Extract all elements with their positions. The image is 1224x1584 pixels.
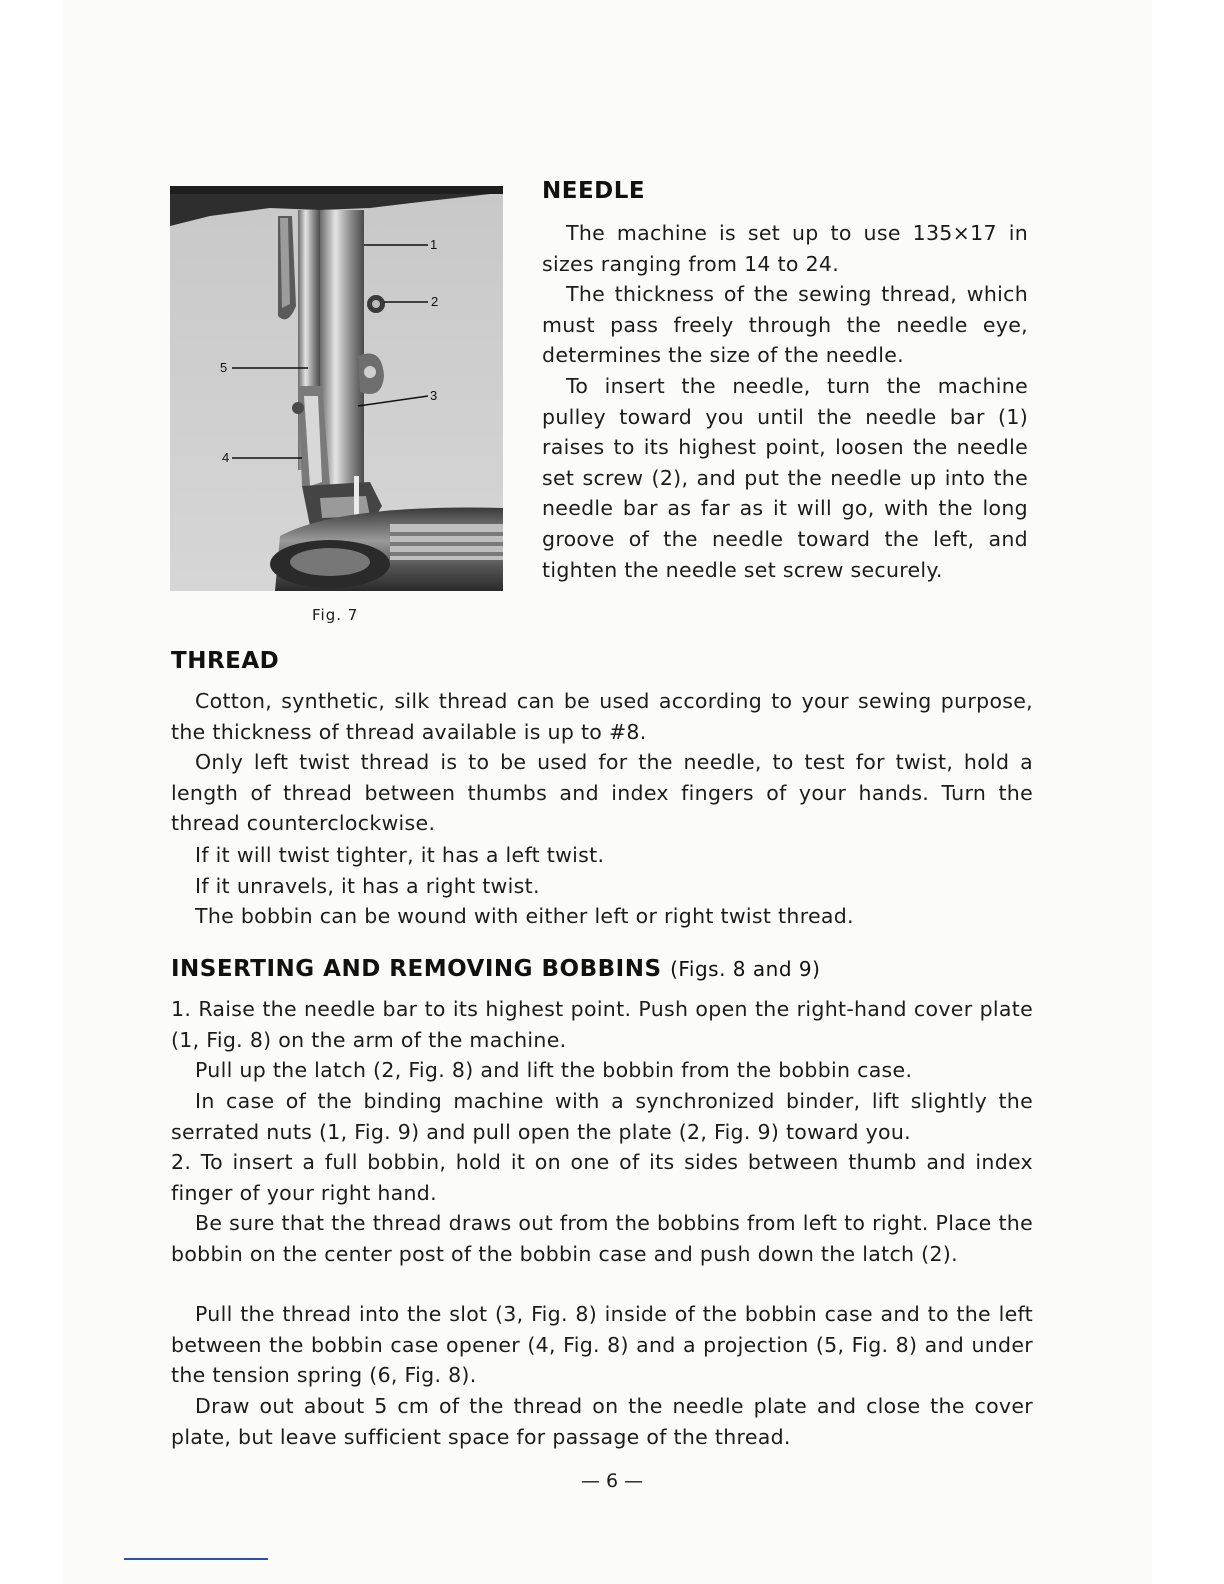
bobbins-paragraph-3: In case of the binding machine with a synchronized binder, lift slightly the serrated nuts (1, Fig. 9) and pull open the plate (2, Fig. 9) toward you. — [171, 1089, 1033, 1144]
bobbins-paragraph-7: Draw out about 5 cm of the thread on the needle plate and close the cover plate, but leave sufficient space for passage of the thread. — [171, 1394, 1033, 1449]
figure-caption: Fig. 7 — [312, 606, 359, 624]
callout-5: 5 — [220, 360, 228, 375]
bobbins-section-title — [171, 956, 820, 982]
bobbins-paragraph-5: Be sure that the thread draws out from the bobbins from left to right. Place the bobbin on the center post of the bobbin case and push down the latch (2). — [171, 1211, 1033, 1266]
callout-4: 4 — [222, 450, 230, 465]
thread-paragraph-4: If it unravels, it has a right twist. — [195, 874, 540, 898]
bobbins-paragraph-2: Pull up the latch (2, Fig. 8) and lift the bobbin from the bobbin case. — [195, 1058, 913, 1082]
bobbins-paragraph-6: Pull the thread into the slot (3, Fig. 8) inside of the bobbin case and to the left between the bobbin case opener (4, Fig. 8) and a projection (5, Fig. 8) and under the tension spring (6, Fig. 8). — [171, 1302, 1033, 1388]
bottom-rule — [124, 1558, 268, 1560]
callout-1: 1 — [430, 237, 438, 252]
thread-paragraph-5: The bobbin can be wound with either left or right twist thread. — [195, 904, 854, 928]
thread-paragraph-3: If it will twist tighter, it has a left twist. — [195, 843, 605, 867]
callout-2: 2 — [431, 294, 439, 309]
needle-paragraph-2: The thickness of the sewing thread, which must pass freely through the needle eye, determines the size of the needle. — [542, 282, 1028, 368]
bobbins-title-text: INSERTING AND REMOVING BOBBINS — [171, 956, 662, 982]
needle-assembly-illustration — [170, 186, 503, 591]
bobbins-paragraph-1: 1. Raise the needle bar to its highest point. Push open the right-hand cover plate (1, Fig. 8) on the arm of the machine. — [171, 997, 1033, 1052]
figure-needle-assembly-photo — [170, 186, 503, 591]
thread-paragraph-1: Cotton, synthetic, silk thread can be used according to your sewing purpose, the thickness of thread available is up to #8. — [171, 689, 1033, 744]
needle-paragraph-1: The machine is set up to use 135×17 in sizes ranging from 14 to 24. — [542, 221, 1028, 276]
bobbins-figure-reference: (Figs. 8 and 9) — [670, 957, 821, 981]
callout-3: 3 — [430, 388, 438, 403]
page-number: — 6 — — [580, 1470, 644, 1492]
needle-paragraph-3: To insert the needle, turn the machine pulley toward you until the needle bar (1) raises to its highest point, loosen the needle set screw (2), and put the needle up into the needle bar as far as it will go, with the long groove of the needle toward the left, and tighten the needle set screw securely. — [542, 374, 1028, 582]
bobbins-paragraph-4: 2. To insert a full bobbin, hold it on one of its sides between thumb and index finger of your right hand. — [171, 1150, 1033, 1205]
thread-section-title: THREAD — [171, 648, 280, 674]
needle-section-title: NEEDLE — [542, 178, 646, 204]
thread-paragraph-2: Only left twist thread is to be used for the needle, to test for twist, hold a length of thread between thumbs and index fingers of your hands. Turn the thread counterclockwise. — [171, 750, 1033, 836]
